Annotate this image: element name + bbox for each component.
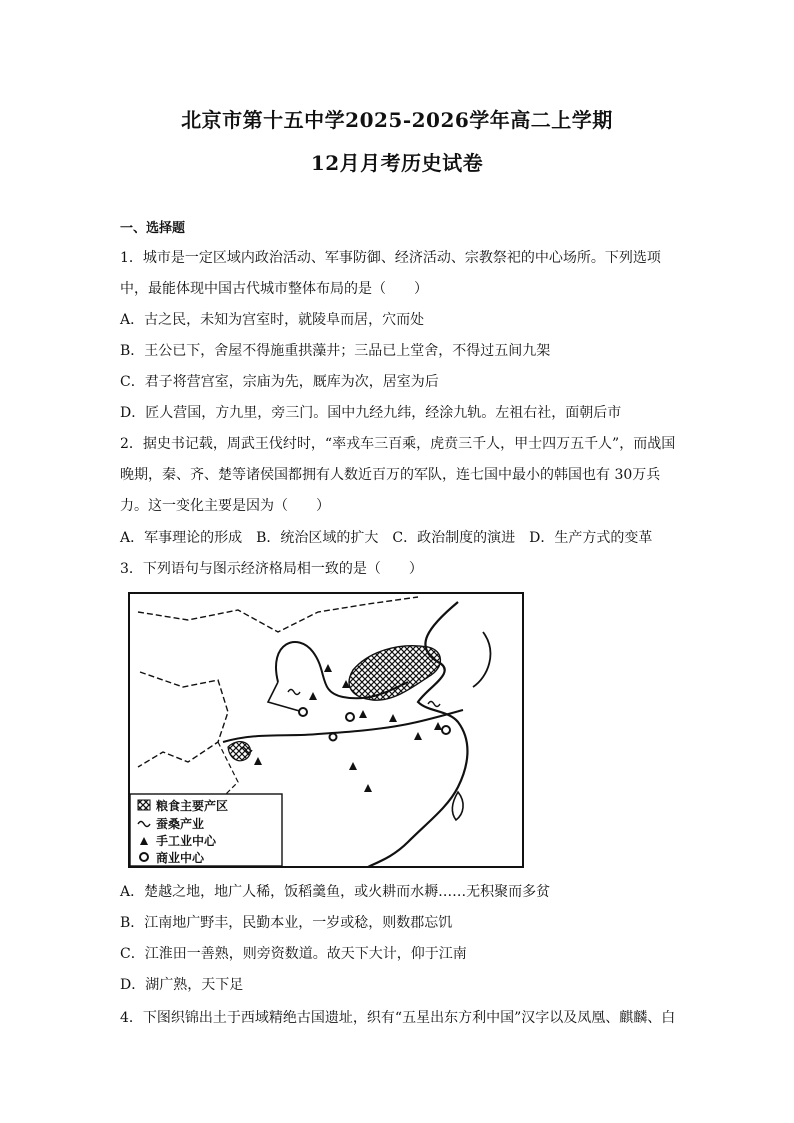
q1-option-c: C．君子将营宫室，宗庙为先，厩库为次，居室为后 <box>120 374 439 390</box>
q1-option-b: B．王公已下，舍屋不得施重拱藻井；三品已上堂舍，不得过五间九架 <box>120 343 551 359</box>
legend-commerce-label: 商业中心 <box>156 851 205 865</box>
q1-stem-line2: 中，最能体现中国古代城市整体布局的是（ ） <box>120 281 428 297</box>
q1-option-d: D．匠人营国，方九里，旁三门。国中九经九纬，经涂九轨。左祖右社，面朝后市 <box>120 405 622 421</box>
exam-title-line2: 12月月考历史试卷 <box>310 151 484 175</box>
legend-handicraft-label: 手工业中心 <box>156 834 217 848</box>
q2-stem-line2: 晚期，秦、齐、楚等诸侯国都拥有人数近百万的军队，连七国中最小的韩国也有 30万兵 <box>120 467 661 483</box>
legend-circle-icon <box>140 853 148 861</box>
q2-options: A．军事理论的形成 B．统治区域的扩大 C．政治制度的演进 D．生产方式的变革 <box>120 530 653 546</box>
q3-option-a: A．楚越之地，地广人稀，饭稻羹鱼，或火耕而水耨……无积聚而多贫 <box>120 884 551 900</box>
q1-stem-line1: 1．城市是一定区域内政治活动、军事防御、经济活动、宗教祭祀的中心场所。下列选项 <box>120 250 661 266</box>
q4-stem-line1: 4．下图织锦出土于西域精绝古国遗址，织有“五星出东方利中国”汉字以及凤凰、麒麟、白 <box>120 1010 676 1026</box>
legend-silk-label: 蚕桑产业 <box>156 817 205 831</box>
q3-option-b: B．江南地广野丰，民勤本业，一岁或稔，则数郡忘饥 <box>120 915 453 931</box>
q1-option-a: A．古之民，未知为宫室时，就陵阜而居，穴而处 <box>120 312 425 328</box>
exam-title-line1: 北京市第十五中学2025-2026学年高二上学期 <box>181 108 613 132</box>
legend-grain-swatch <box>138 800 150 810</box>
q2-stem-line1: 2．据史书记载，周武王伐纣时，“率戎车三百乘，虎贲三千人，甲士四万五千人”，而战国 <box>120 436 676 452</box>
map-legend <box>130 794 282 866</box>
q3-option-d: D．湖广熟，天下足 <box>120 977 244 993</box>
section-heading: 一、选择题 <box>120 221 186 236</box>
q3-option-c: C．江淮田一善熟，则旁资数道。故天下大计，仰于江南 <box>120 946 467 962</box>
q3-stem: 3．下列语句与图示经济格局相一致的是（ ） <box>120 561 423 577</box>
economic-map <box>128 592 524 868</box>
legend-grain-label: 粮食主要产区 <box>156 799 229 813</box>
q2-stem-line3: 力。这一变化主要是因为（ ） <box>120 498 330 514</box>
